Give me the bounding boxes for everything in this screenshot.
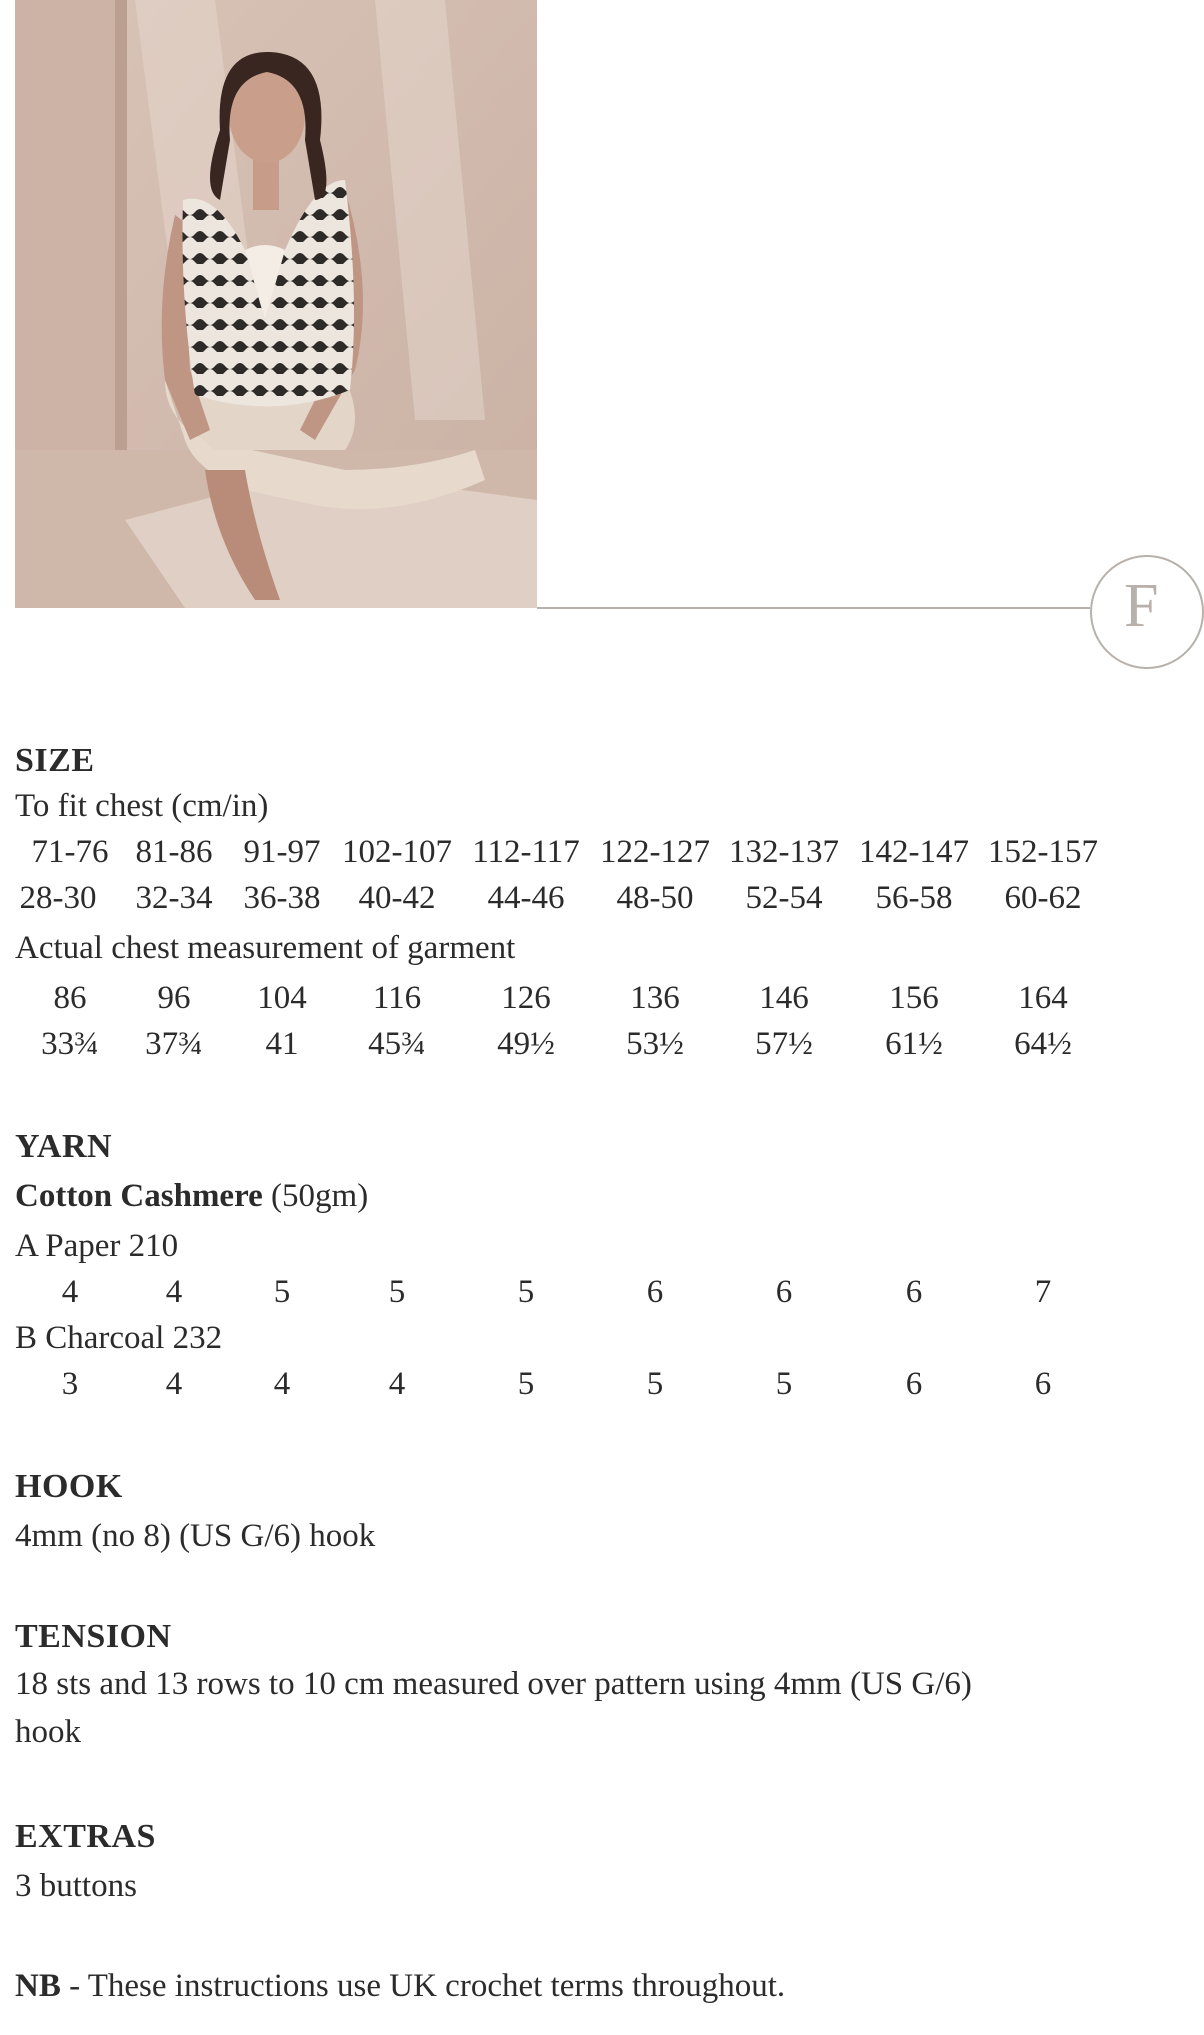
nb-note [15,1970,785,2003]
size-heading: SIZE [15,742,95,779]
size-in-3: 36-38 [243,880,321,916]
tension-text-line1: 18 sts and 13 rows to 10 cm measured over pattern using 4mm (US G/6) [15,1666,972,1702]
yarn-weight: (50gm) [271,1178,369,1214]
actual-in-9: 64½ [1014,1026,1072,1062]
extras-heading: EXTRAS [15,1818,156,1855]
size-cm-4: 102-107 [342,834,452,870]
actual-cm-9: 164 [1018,980,1068,1016]
page-badge [1090,555,1204,669]
actual-cm-row [0,982,1143,1018]
divider-line [537,607,1090,609]
qty-a-4: 5 [388,1274,406,1310]
qty-b-4: 4 [388,1366,406,1402]
fit-label: To fit chest (cm/in) [15,788,269,824]
size-cm-3: 91-97 [243,834,321,870]
qty-a-3: 5 [273,1274,291,1310]
tension-heading: TENSION [15,1618,172,1655]
colour-a-label: A Paper 210 [15,1228,179,1264]
actual-in-row [0,1028,1143,1064]
size-cm-2: 81-86 [135,834,213,870]
actual-cm-8: 156 [889,980,939,1016]
actual-cm-6: 136 [630,980,680,1016]
extras-text: 3 buttons [15,1868,137,1904]
actual-in-7: 57½ [755,1026,813,1062]
size-in-5: 44-46 [487,880,565,916]
size-cm-row [0,836,1143,872]
actual-in-5: 49½ [497,1026,555,1062]
actual-in-2: 37¾ [145,1026,203,1062]
size-in-6: 48-50 [616,880,694,916]
tension-text-line2: hook [15,1714,81,1750]
actual-in-3: 41 [265,1026,299,1062]
colour-a-qty-row [0,1276,1143,1312]
hook-heading: HOOK [15,1468,123,1505]
actual-cm-5: 126 [501,980,551,1016]
actual-cm-4: 116 [372,980,422,1016]
colour-b-qty-row [0,1368,1143,1404]
qty-a-9: 7 [1034,1274,1052,1310]
qty-b-5: 5 [517,1366,535,1402]
size-cm-5: 112-117 [472,834,580,870]
pattern-photo [15,0,537,608]
qty-a-8: 6 [905,1274,923,1310]
actual-chest-label: Actual chest measurement of garment [15,930,516,966]
size-cm-6: 122-127 [600,834,710,870]
qty-a-2: 4 [165,1274,183,1310]
colour-b-label: B Charcoal 232 [15,1320,223,1356]
size-in-1: 28-30 [19,880,97,916]
actual-cm-7: 146 [759,980,809,1016]
size-in-7: 52-54 [745,880,823,916]
actual-cm-2: 96 [157,980,191,1016]
actual-cm-1: 86 [53,980,87,1016]
badge-letter: F [1124,572,1159,640]
actual-cm-3: 104 [257,980,307,1016]
actual-in-6: 53½ [626,1026,684,1062]
nb-text: - These instructions use UK crochet terms throughout. [60,1968,786,2004]
size-cm-8: 142-147 [859,834,969,870]
qty-a-6: 6 [646,1274,664,1310]
size-in-2: 32-34 [135,880,213,916]
qty-b-1: 3 [61,1366,79,1402]
qty-b-3: 4 [273,1366,291,1402]
nb-label: NB [15,1968,61,2004]
qty-b-2: 4 [165,1366,183,1402]
qty-b-8: 6 [905,1366,923,1402]
size-cm-1: 71-76 [31,834,109,870]
qty-b-7: 5 [775,1366,793,1402]
yarn-name: Cotton Cashmere [15,1178,263,1214]
qty-a-1: 4 [61,1274,79,1310]
actual-in-4: 45¾ [368,1026,426,1062]
size-cm-9: 152-157 [988,834,1098,870]
size-in-8: 56-58 [875,880,953,916]
size-in-4: 40-42 [358,880,436,916]
qty-b-9: 6 [1034,1366,1052,1402]
qty-a-5: 5 [517,1274,535,1310]
size-in-9: 60-62 [1004,880,1082,916]
yarn-name-line [15,1180,368,1213]
size-in-row [0,882,1143,918]
qty-a-7: 6 [775,1274,793,1310]
yarn-heading: YARN [15,1128,113,1165]
qty-b-6: 5 [646,1366,664,1402]
actual-in-8: 61½ [885,1026,943,1062]
hook-text: 4mm (no 8) (US G/6) hook [15,1518,376,1554]
actual-in-1: 33¾ [41,1026,99,1062]
size-cm-7: 132-137 [729,834,839,870]
